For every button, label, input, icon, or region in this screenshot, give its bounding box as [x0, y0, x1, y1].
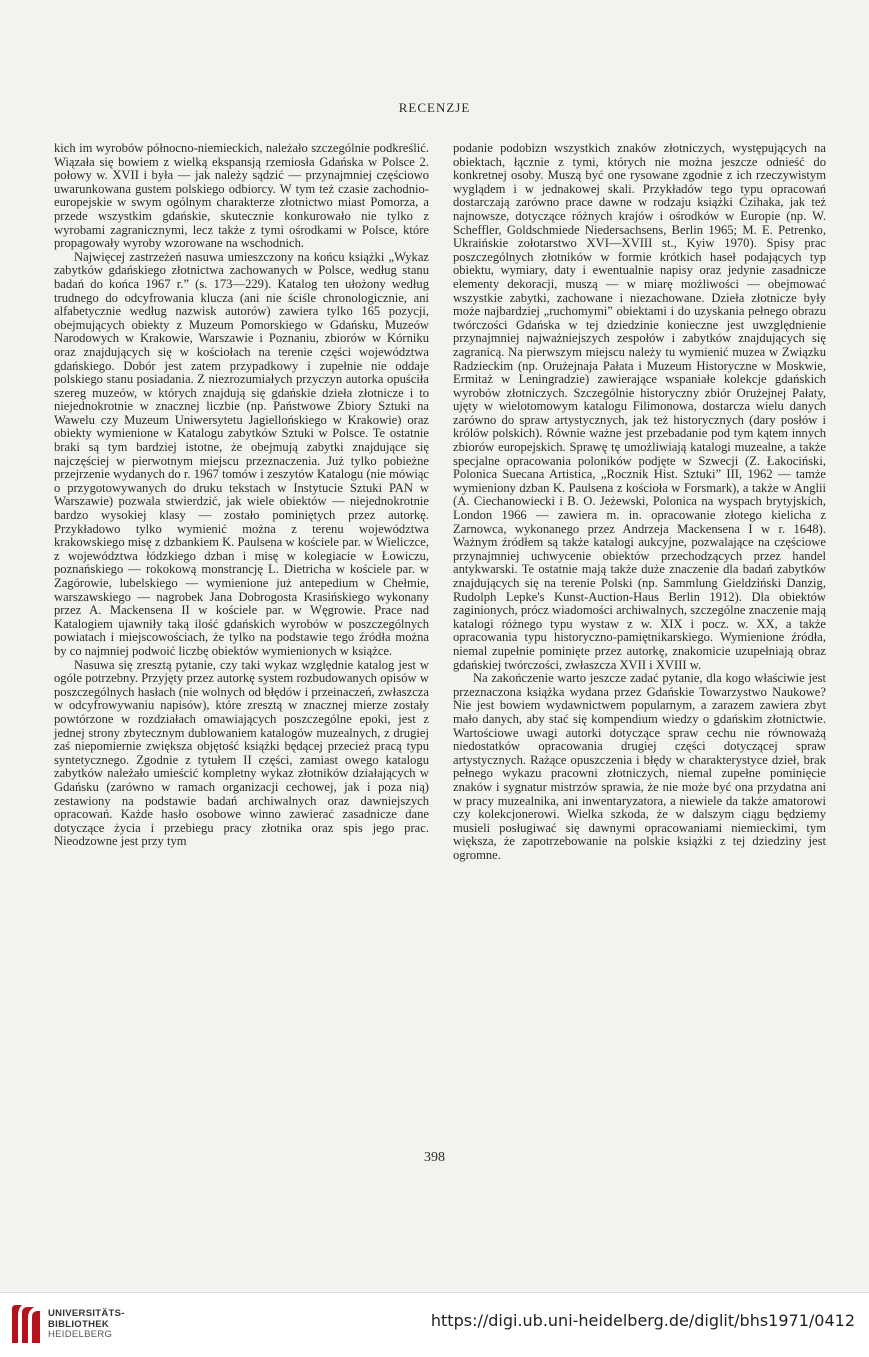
footer-bar: [0, 1292, 869, 1357]
logo-line: UNIVERSITÄTS-: [48, 1308, 125, 1319]
library-logo-icon: [8, 1303, 42, 1345]
paragraph: podanie podobizn wszystkich znaków złotniczych, występujących na obiektach, łącznie z tymi, których nie można jeszcze odnieść do konkretnej osoby. Muszą być one rysowane zgodnie z ich rzeczywistym wyglądem i w jednakowej skali. Przykładów tego typu opracowań dostarczają zarówno prace dawne w rodzaju książki Czihaka, jak też najnowsze, dotyczące różnych krajów i ośrodków w Europie (np. W. Scheffler, Goldschmiede Niedersachsens, Berlin 1965; M. E. Petrenko, Ukraińskie zołotarstwo XVI—XVIII st., Kyiw 1970). Spisy prac poszczególnych złotników w formie krótkich haseł podających typ obiektu, wymiary, daty i ewentualnie napisy oraz jedynie zasadnicze elementy dekoracji, muszą — w miarę możliwości — obejmować wszystkie zabytki, zachowane i niezachowane. Dzieła złotnicze były może najbardziej „ruchomymi” obiektami i do uzyskania pełnego obrazu twórczości Gdańska w tej dziedzinie konieczne jest uwzględnienie przynajmniej najważniejszych zespołów i zabytków znajdujących się zagranicą. Na pierwszym miejscu należy tu wymienić muzea w Związku Radzieckim (np. Orużejnaja Pałata i Muzeum Historyczne w Moskwie, Ermitaż w Leningradzie) zawierające wspaniałe kolekcje gdańskich wyrobów złotniczych. Szczególnie historyczny zbiór Orużejnej Pałaty, ujęty w wielotomowym katalogu Filimonowa, dostarcza wielu danych zarówno do spraw artystycznych, jak też historycznych (dary posłów i królów polskich). Równie ważne jest przebadanie pod tym kątem innych zbiorów europejskich. Sprawę tę umożliwiają katalogi muzealne, a także specjalne opracowania poloników podjęte w Szwecji (Z. Łakociński, Polonica Suecana Artistica, „Rocznik Hist. Sztuki” III, 1962 — tamże wymieniony dzban K. Paulsena z kościoła w Forsmark), a także w Anglii (A. Ciechanowiecki i B. O. Jeżewski, Polonica na wyspach brytyjskich, London 1966 — zawiera m. in. opracowanie złotego kielicha z Zarnowca, wykonanego przez Andrzeja Mackensena I w r. 1648). Ważnym źródłem są także katalogi aukcyjne, pozwalające na częściowe przynajmniej uchwycenie obiektów przechodzących przez handel antykwarski. Te ostatnie mają także duże znaczenie dla badań zabytków znajdujących się na terenie Polski (np. Sammlung Gieldziński Danzig, Rudolph Lepke's Kunst-Auction-Haus Berlin 1912). Dla obiektów zaginionych, prócz wiadomości archiwalnych, szczególne znaczenie mają katalogi różnego typu wystaw z w. XIX i pocz. w. XX, a także opracowania typu historyczno-pamiętnikarskiego. Wymienione źródła, niemal zupełnie pominięte przez autorkę, znakomicie uzupełniają obraz gdańskiej twórczości, zwłaszcza XVII i XVIII w.: [453, 141, 826, 672]
paragraph: Na zakończenie warto jeszcze zadać pytanie, dla kogo właściwie jest przeznaczona książka wydana przez Gdańskie Towarzystwo Naukowe? Nie jest bowiem wydawnictwem popularnym, a zarazem zawiera zbyt mało danych, aby stać się kompendium wiedzy o gdańskim złotnictwie. Wartościowe uwagi autorki dotyczące spraw cechu nie równoważą niedostatków opracowania drugiej części dotyczącej spraw artystycznych. Rażące opuszczenia i błędy w charakterystyce dzieł, brak pełnego wykazu pracowni złotniczych, niemal zupełne pominięcie znaków i sygnatur mistrzów sprawia, że nie może być ona przydatna ani w pracy muzealnika, ani inwentaryzatora, a niewiele da także amatorowi czy kolekcjonerowi. Wielka szkoda, że w dalszym ciągu będziemy musieli posługiwać się dawnymi opracowaniami niemieckimi, tym większa, że zapotrzebowanie na polskie książki z tej dziedziny jest ogromne.: [453, 671, 826, 862]
paragraph: Najwięcej zastrzeżeń nasuwa umieszczony na końcu książki „Wykaz zabytków gdańskiego złotnictwa zachowanych w Polsce, według stanu badań do końca 1967 r.” (s. 173—229). Katalog ten ułożony według trudnego do odcyfrowania klucza (ani nie ściśle chronologicznie, ani alfabetycznie według nazwisk autorów) zawiera tylko 165 pozycji, obejmujących obiekty z Muzeum Pomorskiego w Gdańsku, Muzeów Narodowych w Krakowie, Warszawie i Poznaniu, zbiorów w Kórniku oraz znajdujących się w kościołach na terenie części województwa gdańskiego. Dobór jest zatem przypadkowy i zupełnie nie oddaje polskiego stanu posiadania. Z niezrozumiałych przyczyn autorka opuściła szereg muzeów, w których znajdują się gdańskie dzieła złotnicze i to niejednokrotnie w znacznej liczbie (np. Państwowe Zbiory Sztuki na Wawelu czy Muzeum Uniwersytetu Jagiellońskiego w Krakowie) oraz obiekty wymienione w Katalogu zabytków Sztuki w Polsce. Te ostatnie braki są tym bardziej istotne, że obejmują zabytki znajdujące się najczęściej w pierwotnym miejscu przeznaczenia. Już tylko pobieżne przejrzenie wydanych do r. 1967 tomów i zeszytów Katalogu (nie mówiąc o przygotowywanych do druku tekstach w Instytucie Sztuki PAN w Warszawie) pozwala stwierdzić, jak wiele obiektów — niejednokrotnie bardzo wysokiej klasy — zostało pominiętych przez autorkę. Przykładowo tylko wymienić można z terenu województwa krakowskiego misę z dzbankiem K. Paulsena w kościele par. w Wieliczce, z województwa łódzkiego dzban i misę w kolegiacie w Łowiczu, poznańskiego — rokokową monstrancję L. Dietricha w kościele par. w Zagórowie, lubelskiego — wymienione już antepedium w Chełmie, warszawskiego — nagrobek Jana Dobrogosta Krasińskiego wykonany przez A. Mackensena II w kościele par. w Węgrowie. Prace nad Katalogiem ujawniły taką ilość gdańskich wyrobów w poszczególnych powiatach i miejscowościach, że tylko na podstawie tego źródła można by co najmniej podwoić liczbę obiektów wymienionych w książce.: [54, 249, 429, 658]
paragraph: kich im wyrobów północno-niemieckich, należało szczególnie podkreślić. Wiązała się bowiem z wielką ekspansją rzemiosła Gdańska w Polsce 2. połowy w. XVII i była — jak należy sądzić — przynajmniej częściowo uwarunkowana gustem polskiego odbiorcy. W tym też czasie zachodnio-europejskie w swym ogólnym charakterze złotnictwo miast Pomorza, a przede wszystkim gdańskie, skutecznie konkurowało nie tylko z wyrobami zagranicznymi, lecz także z tymi ośrodkami w Polsce, które propagowały wyroby wzorowane na wschodnich.: [54, 141, 429, 251]
library-logo-text: [48, 1309, 125, 1341]
paragraph: Nasuwa się zresztą pytanie, czy taki wykaz względnie katalog jest w ogóle potrzebny. Przyjęty przez autorkę system rozbudowanych opisów w poszczególnych hasłach (nie wolnych od błędów i przeinaczeń, zwłaszcza w odcyfrowywaniu napisów), które zresztą w znacznej mierze zostały powtórzone w rozdziałach omawiających poszczególne epoki, jest z jednej strony zbytecznym dublowaniem katalogów muzealnych, z drugiej zaś niepomiernie zwiększa objętość książki będącej przecież pracą typu syntetycznego. Zgodnie z tytułem II części, zamiast owego katalogu zabytków należało umieścić kompletny wykaz złotników działających w Gdańsku (zarówno w ramach organizacji cechowej, jak i poza nią) zestawiony na podstawie badań archiwalnych oraz dawniejszych opracowań. Każde hasło osobowe winno zawierać zasadnicze dane dotyczące życia i przebiegu pracy złotnika oraz spis jego prac. Nieodzowne jest przy tym: [54, 657, 429, 849]
left-column: [54, 142, 429, 849]
right-column: [453, 142, 826, 862]
library-logo[interactable]: [8, 1303, 168, 1347]
logo-line: BIBLIOTHEK: [48, 1318, 110, 1330]
running-head: RECENZJE: [398, 100, 471, 115]
logo-line: HEIDELBERG: [48, 1329, 113, 1340]
page-number: 398: [424, 1150, 445, 1165]
source-url-link[interactable]: https://digi.ub.uni-heidelberg.de/diglit/bhs1971/0412: [430, 1311, 855, 1330]
